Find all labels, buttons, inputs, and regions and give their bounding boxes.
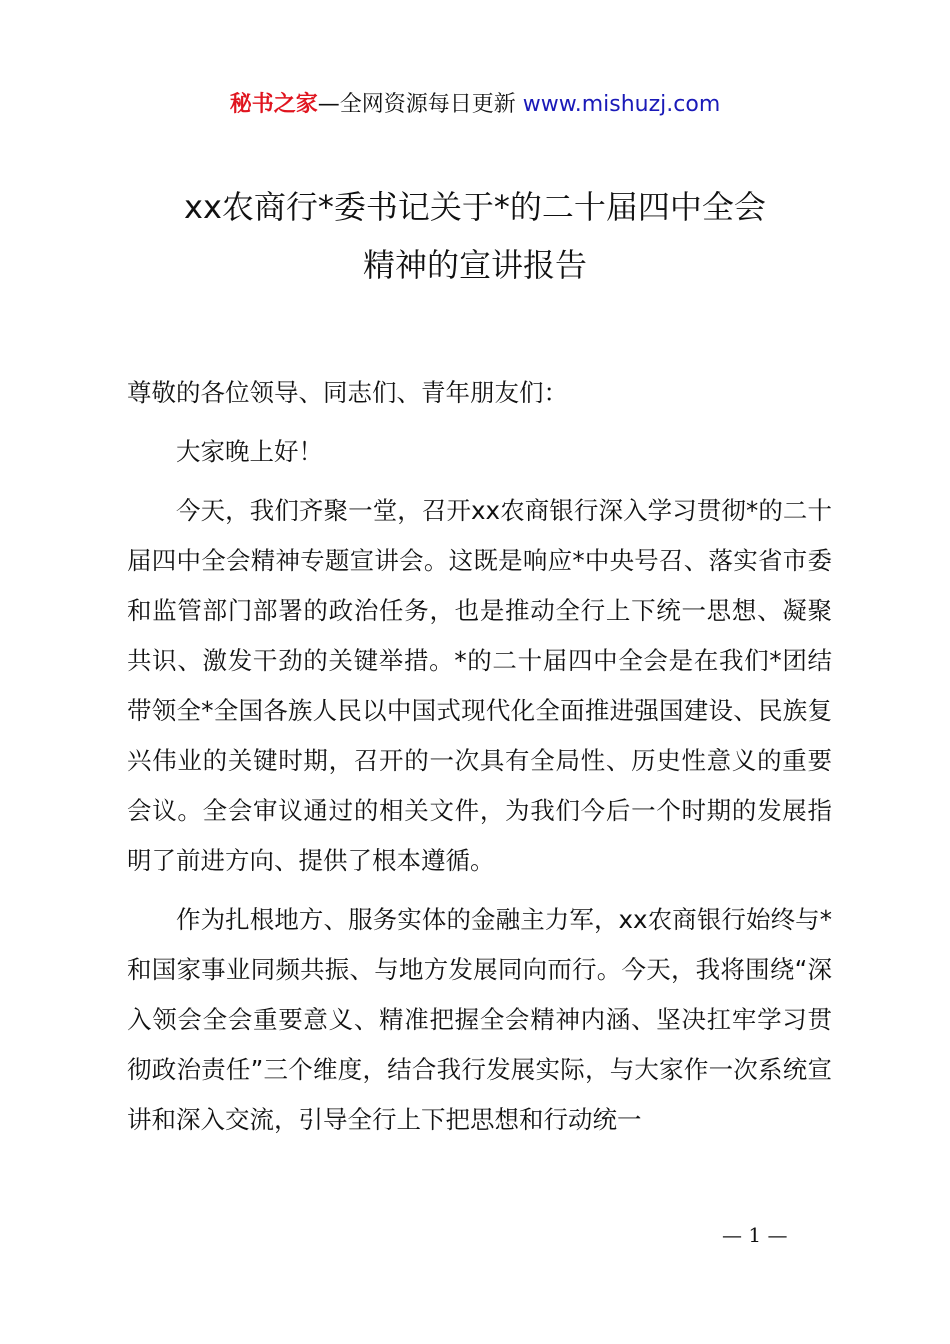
- page-header: [0, 88, 950, 122]
- paragraph-1: 今天，我们齐聚一堂，召开xx农商银行深入学习贯彻*的二十届四中全会精神专题宣讲会。这既是响应*中央号召、落实省市委和监管部门部署的政治任务，也是推动全行上下统一思想、凝聚共识、激发干劲的关键举措。*的二十届四中全会是在我们*团结带领全*全国各族人民以中国式现代化全面推进强国建设、民族复兴伟业的关键时期，召开的一次具有全局性、历史性意义的重要会议。全会审议通过的相关文件，为我们今后一个时期的发展指明了前进方向、提供了根本遵循。: [127, 496, 832, 875]
- header-tagline: —全网资源每日更新: [317, 92, 516, 117]
- site-url-link[interactable]: www.mishuzj.com: [522, 92, 721, 117]
- page-number: — 1 —: [722, 1223, 788, 1247]
- title-line-2: 精神的宣讲报告: [362, 246, 587, 284]
- greeting: 大家晚上好！: [176, 437, 323, 466]
- document-body: [127, 368, 832, 1154]
- brand-name: 秘书之家: [229, 92, 318, 117]
- document-title: [0, 178, 950, 294]
- paragraph-2: 作为扎根地方、服务实体的金融主力军，xx农商银行始终与*和国家事业同频共振、与地方发展同向而行。今天，我将围绕“深入领会全会重要意义、精准把握全会精神内涵、坚决扛牢学习贯彻政治责任”三个维度，结合我行发展实际，与大家作一次系统宣讲和深入交流，引导全行上下把思想和行动统一: [127, 905, 832, 1134]
- title-line-1: xx农商行*委书记关于*的二十届四中全会: [184, 188, 766, 226]
- salutation: 尊敬的各位领导、同志们、青年朋友们：: [127, 378, 568, 407]
